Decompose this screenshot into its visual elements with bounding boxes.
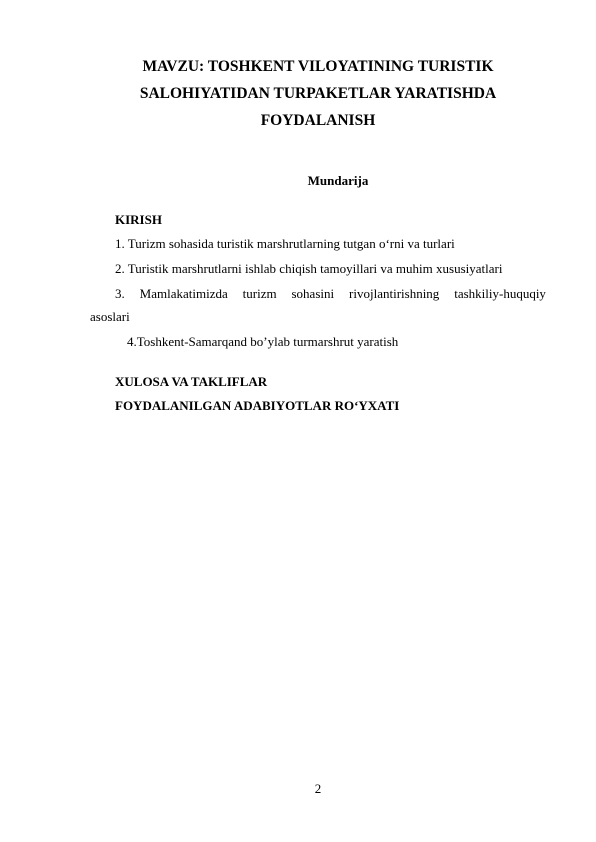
toc-item-3-word: rivojlantirishning [349,286,440,301]
title-line-2: SALOHIYATIDAN TURPAKETLAR YARATISHDA [139,85,497,102]
toc-item-4: 4.Toshkent-Samarqand bo’ylab turmarshrut yaratish [127,334,399,349]
toc-intro: KIRISH [115,212,162,227]
toc-item-3-continuation: asoslari [90,309,130,324]
title-line-1: MAVZU: TOSHKENT VILOYATINING TURISTIK [142,58,494,75]
toc-item-1: 1. Turizm sohasida turistik marshrutlarning tutgan o‘rni va turlari [115,236,455,251]
toc-item-3-word: sohasini [291,286,335,301]
toc-item-3-word: 3. [115,286,125,301]
toc-item-3 [115,286,546,302]
toc-item-3-word: tashkiliy-huquqiy [454,286,546,301]
toc-item-3-word: turizm [242,286,277,301]
page-number: 2 [314,781,322,796]
toc-item-2: 2. Turistik marshrutlarni ishlab chiqish tamoyillari va muhim xususiyatlari [115,261,503,276]
document-title [90,53,546,134]
toc-conclusion: XULOSA VA TAKLIFLAR [115,374,268,389]
toc-item-3-word: Mamlakatimizda [139,286,228,301]
toc-references: FOYDALANILGAN ADABIYOTLAR RO‘YXATI [115,398,400,413]
contents-heading: Mundarija [307,173,369,188]
title-line-3: FOYDALANISH [260,112,376,129]
